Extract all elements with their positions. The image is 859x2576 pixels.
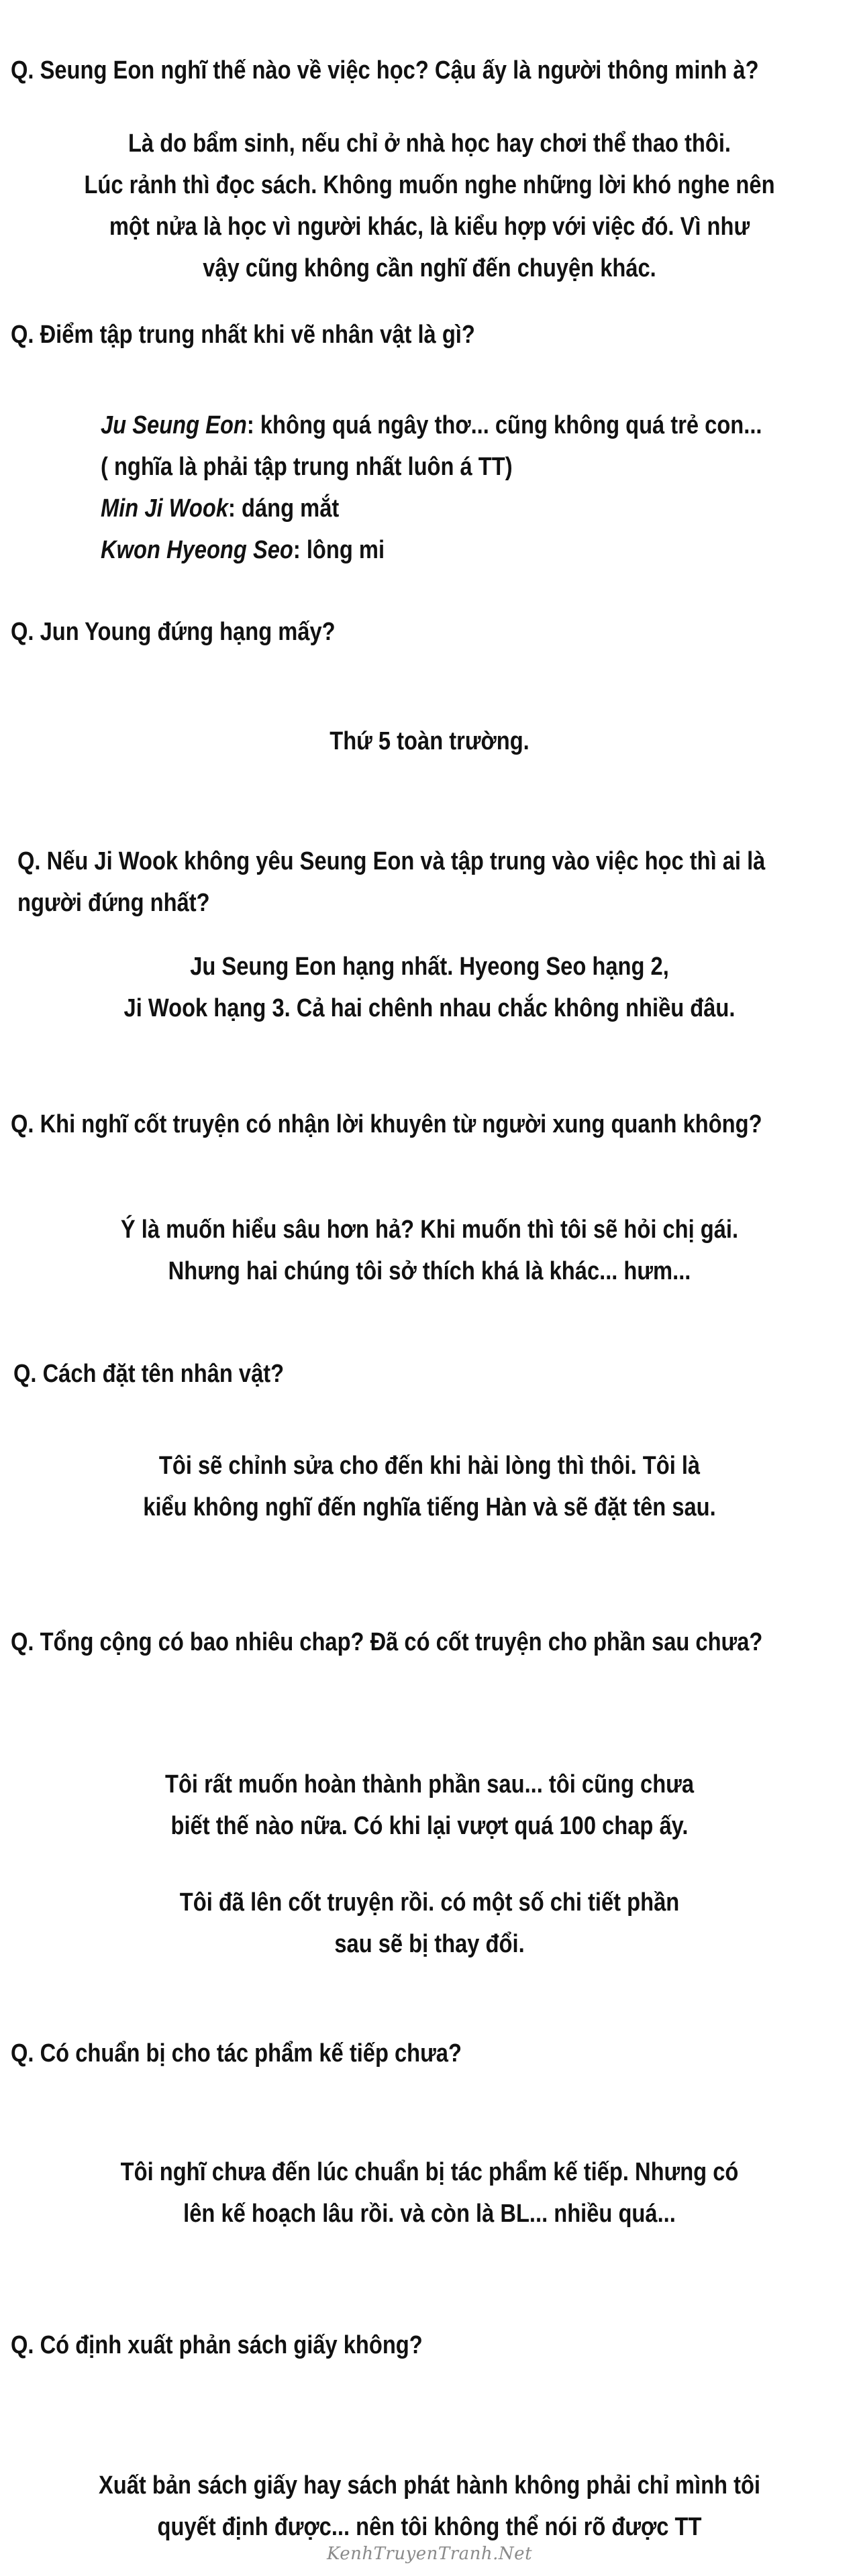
answer-3-line-1: Thứ 5 toàn trường. [330, 727, 529, 755]
answer-9-line-2: quyết định được... nên tôi không thể nói rõ được TT [157, 2513, 702, 2541]
answer-1-line-2: Lúc rảnh thì đọc sách. Không muốn nghe những lời khó nghe nên [84, 171, 775, 199]
answer-1-line-4: vậy cũng không cần nghĩ đến chuyện khác. [203, 254, 656, 282]
answer-2-item-3 [101, 488, 762, 529]
answer-5-line-2: Nhưng hai chúng tôi sở thích khá là khác... hưm... [168, 1257, 691, 1285]
answer-6-line-1: Tôi sẽ chỉnh sửa cho đến khi hài lòng thì thôi. Tôi là [158, 1452, 701, 1480]
answer-8 [0, 2151, 859, 2235]
answer-5 [0, 1209, 859, 1292]
item-text: : dáng mắt [228, 494, 340, 523]
answer-7-line-4: sau sẽ bị thay đổi. [334, 1930, 525, 1958]
answer-2-item-2 [101, 446, 762, 488]
character-name: Kwon Hyeong Seo [101, 536, 293, 564]
question-4: Q. Nếu Ji Wook không yêu Seung Eon và tập trung vào việc học thì ai là người đứng nhất? [17, 847, 766, 917]
question-1: Q. Seung Eon nghĩ thế nào về việc học? Cậu ấy là người thông minh à? [11, 56, 759, 85]
answer-5-line-1: Ý là muốn hiểu sâu hơn hả? Khi muốn thì tôi sẽ hỏi chị gái. [120, 1216, 739, 1244]
answer-7-line-1: Tôi rất muốn hoàn thành phần sau... tôi cũng chưa [164, 1770, 695, 1799]
answer-7b [0, 1882, 859, 1965]
answer-7-line-3: Tôi đã lên cốt truyện rồi. có một số chi tiết phần [179, 1888, 680, 1917]
character-name: Ju Seung Eon [101, 411, 247, 439]
question-3: Q. Jun Young đứng hạng mấy? [11, 618, 336, 646]
answer-4 [0, 946, 859, 1029]
answer-3 [0, 720, 859, 762]
site-watermark: KenhTruyenTranh.Net [326, 2544, 533, 2564]
answer-1 [0, 123, 859, 289]
item-text: : lông mi [293, 536, 385, 564]
answer-1-line-3: một nửa là học vì người khác, là kiểu hợp với việc đó. Vì như [109, 213, 750, 241]
answer-8-line-1: Tôi nghĩ chưa đến lúc chuẩn bị tác phẩm kế tiếp. Nhưng có [120, 2158, 739, 2186]
answer-1-line-1: Là do bẩm sinh, nếu chỉ ở nhà học hay chơi thể thao thôi. [128, 129, 731, 158]
answer-6-line-2: kiểu không nghĩ đến nghĩa tiếng Hàn và sẽ đặt tên sau. [143, 1493, 716, 1521]
character-name: Min Ji Wook [101, 494, 229, 523]
answer-6 [0, 1445, 859, 1528]
question-9: Q. Có định xuất phản sách giấy không? [11, 2331, 423, 2359]
item-text: : không quá ngây thơ... cũng không quá trẻ con... [246, 411, 762, 439]
item-text: ( nghĩa là phải tập trung nhất luôn á TT) [101, 453, 513, 481]
question-5: Q. Khi nghĩ cốt truyện có nhận lời khuyên từ người xung quanh không? [11, 1110, 762, 1138]
answer-7-line-2: biết thế nào nữa. Có khi lại vượt quá 100 chap ấy. [170, 1812, 689, 1840]
answer-2-item-1 [101, 405, 762, 446]
answer-2-list [101, 405, 859, 571]
question-7: Q. Tổng cộng có bao nhiêu chap? Đã có cốt truyện cho phần sau chưa? [11, 1628, 763, 1656]
question-2: Q. Điểm tập trung nhất khi vẽ nhân vật là gì? [11, 321, 475, 349]
answer-2-item-4 [101, 529, 762, 571]
answer-4-line-1: Ju Seung Eon hạng nhất. Hyeong Seo hạng 2, [190, 953, 669, 981]
answer-7a [0, 1764, 859, 1847]
question-6: Q. Cách đặt tên nhân vật? [13, 1360, 285, 1388]
answer-9 [0, 2465, 859, 2548]
answer-4-line-2: Ji Wook hạng 3. Cả hai chênh nhau chắc không nhiều đâu. [123, 994, 736, 1022]
answer-9-line-1: Xuất bản sách giấy hay sách phát hành không phải chỉ mình tôi [98, 2471, 760, 2500]
question-8: Q. Có chuẩn bị cho tác phẩm kế tiếp chưa? [11, 2039, 462, 2068]
answer-8-line-2: lên kế hoạch lâu rồi. và còn là BL... nhiều quá... [183, 2200, 676, 2228]
